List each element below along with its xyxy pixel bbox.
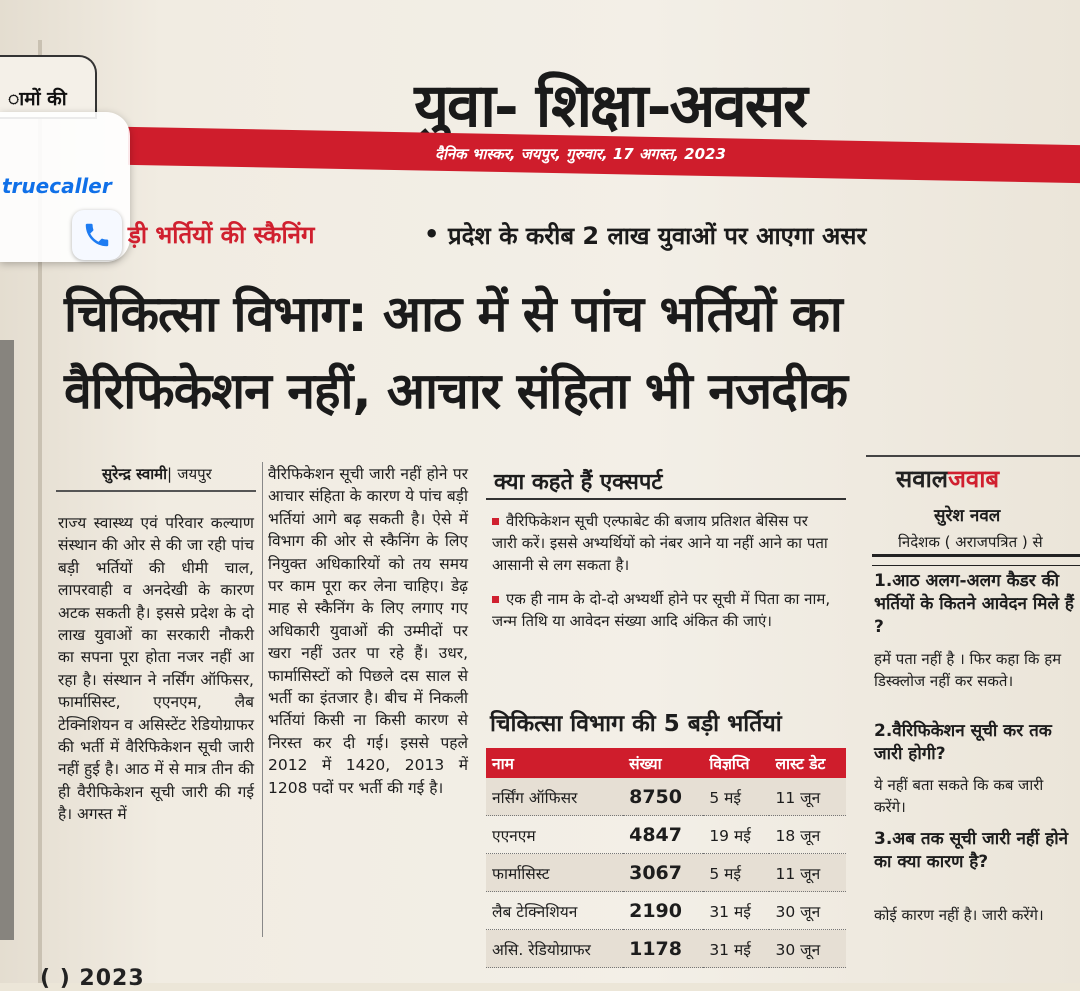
cell-count: 8750 (623, 778, 703, 816)
qa-heading-answer: जवाब (948, 465, 1000, 493)
expert-point-2 (492, 588, 832, 632)
phone-glyph (82, 220, 112, 250)
truecaller-wordmark: truecaller (2, 174, 112, 198)
cell-notification: 19 मई (703, 816, 769, 854)
recruitment-table (486, 748, 846, 968)
expert-point-text: वैरिफिकेशन सूची एल्फाबेट की बजाय प्रतिशत बेसिस पर जारी करें। इससे अभ्यर्थियों को नंबर आने या नहीं आने का पता आसानी से लग सकता है। (492, 512, 828, 574)
table-row (486, 892, 846, 930)
qa-answer-3: कोई कारण नहीं है। जारी करेंगे। (874, 906, 1044, 924)
cell-count: 4847 (623, 816, 703, 854)
article-column-1: राज्य स्वास्थ्य एवं परिवार कल्याण संस्थान की ओर से की जा रही पांच बड़ी भर्तियों की धीमी चाल, लापरवाही व अनदेखी के कारण अटक सकती है। इससे प्रदेश के दो लाख युवाओं का सरकारी नौकरी का सपना पूरा होता नजर नहीं आ रहा है। संस्थान ने नर्सिंग ऑफिसर, फार्मासिस्ट, एएनएम, लैब टेक्निशियन व असिस्टेंट रेडियोग्राफर की भर्ती में वैरिफिकेशन सूची जारी नहीं हुई है। आठ में से मात्र तीन की ही वैरीफिकेशन सूची जारी की गई है। अगस्त में (58, 514, 254, 824)
headline-line-2: वैरिफिकेशन नहीं, आचार संहिता भी नजदीक (64, 362, 847, 420)
column-divider (262, 462, 263, 937)
byline-place: जयपुर (177, 465, 212, 483)
cell-count: 3067 (623, 854, 703, 892)
truecaller-overlay[interactable] (0, 112, 130, 262)
cell-post: फार्मासिस्ट (486, 854, 623, 892)
next-article-fragment: ( ) 2023 (40, 966, 145, 991)
byline-separator: | (167, 465, 173, 483)
header-count: संख्या (623, 748, 703, 778)
red-square-bullet-icon (492, 596, 499, 603)
section-masthead: युवा- शिक्षा-अवसर (414, 71, 806, 141)
cell-last-date: 11 जून (769, 854, 846, 892)
headline (64, 276, 1074, 430)
byline-rule (56, 490, 256, 492)
dateline: दैनिक भास्कर, जयपुर, गुरुवार, 17 अगस्त, 2023 (435, 145, 726, 163)
table-header-row (486, 748, 846, 778)
qa-question-3: 3.अब तक सूची जारी नहीं होने का क्या कारण है? (874, 829, 1069, 872)
cell-post: एएनएम (486, 816, 623, 854)
cell-notification: 31 मई (703, 930, 769, 968)
cell-last-date: 18 जून (769, 816, 846, 854)
cell-post: लैब टेक्निशियन (486, 892, 623, 930)
cell-count: 2190 (623, 892, 703, 930)
qa-heading (896, 462, 999, 495)
left-edge-shadow (0, 340, 14, 940)
cell-last-date: 30 जून (769, 892, 846, 930)
cell-post: नर्सिंग ऑफिसर (486, 778, 623, 816)
table-row (486, 816, 846, 854)
table-row (486, 930, 846, 968)
cell-notification: 5 मई (703, 778, 769, 816)
qa-answer-1: हमें पता नहीं है । फिर कहा कि हम डिस्क्लोज नहीं कर सकते। (874, 650, 1062, 690)
header-last-date: लास्ट डेट (769, 748, 846, 778)
recruitment-table-title: चिकित्सा विभाग की 5 बड़ी भर्तियां (490, 711, 782, 737)
phone-icon[interactable] (72, 210, 122, 260)
cell-notification: 5 मई (703, 854, 769, 892)
cell-last-date: 30 जून (769, 930, 846, 968)
qa-role-rule (872, 554, 1080, 566)
byline-author: सुरेन्द्र स्वामी (102, 465, 168, 483)
cell-post: असि. रेडियोग्राफर (486, 930, 623, 968)
article-column-2: वैरिफिकेशन सूची जारी नहीं होने पर आचार संहिता के कारण ये पांच बड़ी भर्तियां आगे बढ़ सकती है। ऐसे में विभाग की ओर से स्कैनिंग के लिए नियुक्त अधिकारियों को तय समय पर काम पूरा कर लेना चाहिए। डेढ़ माह से स्कैनिंग के लिए लगाए गए अधिकारी युवाओं की उम्मीदों पर खरा नहीं उतर पा रहे हैं। उधर, फार्मासिस्टों को पिछले दस साल से भर्ती का इंतजार है। बीच में निकली भर्तियां किसी ना किसी कारण से निरस्त कर दी गई। इससे पहले 2012 में 1420, 2013 में 1208 पदों पर भर्ती की गई है। (268, 465, 468, 797)
red-square-bullet-icon (492, 518, 499, 525)
expert-point-1 (492, 510, 832, 576)
experts-heading: क्या कहते हैं एक्सपर्ट (494, 470, 663, 495)
qa-heading-question: सवाल (896, 465, 949, 493)
header-name: नाम (486, 748, 623, 778)
byline (102, 464, 212, 484)
experts-rule (486, 498, 846, 500)
kicker-subhead: प्रदेश के करीब 2 लाख युवाओं पर आएगा असर (448, 222, 867, 250)
header-notification: विज्ञप्ति (703, 748, 769, 778)
adjacent-column-text: ामों की (8, 88, 67, 110)
kicker-bullet: • (424, 220, 440, 248)
qa-answer-2: ये नहीं बता सकते कि कब जारी करेंगे। (874, 776, 1044, 816)
qa-question-2: 2.वैरिफिकेशन सूची कर तक जारी होगी? (874, 721, 1052, 764)
qa-interviewee-role: निदेशक ( अराजपत्रित ) से (898, 533, 1043, 551)
adjacent-column-box (0, 55, 97, 119)
cell-count: 1178 (623, 930, 703, 968)
cell-last-date: 11 जून (769, 778, 846, 816)
kicker-label: ड़ी भर्तियों की स्कैनिंग (128, 221, 315, 249)
table-row (486, 778, 846, 816)
qa-interviewee-name: सुरेश नवल (934, 506, 1001, 526)
qa-top-rule (866, 455, 1080, 457)
table-row (486, 854, 846, 892)
headline-line-1: चिकित्सा विभाग: आठ में से पांच भर्तियों का (64, 285, 842, 343)
cell-notification: 31 मई (703, 892, 769, 930)
qa-question-1: 1.आठ अलग-अलग कैडर की भर्तियों के कितने आवेदन मिले हैं ? (874, 571, 1074, 637)
expert-point-text: एक ही नाम के दो-दो अभ्यर्थी होने पर सूची में पिता का नाम, जन्म तिथि या आवेदन संख्या आदि अंकित की जाएं। (492, 590, 831, 630)
